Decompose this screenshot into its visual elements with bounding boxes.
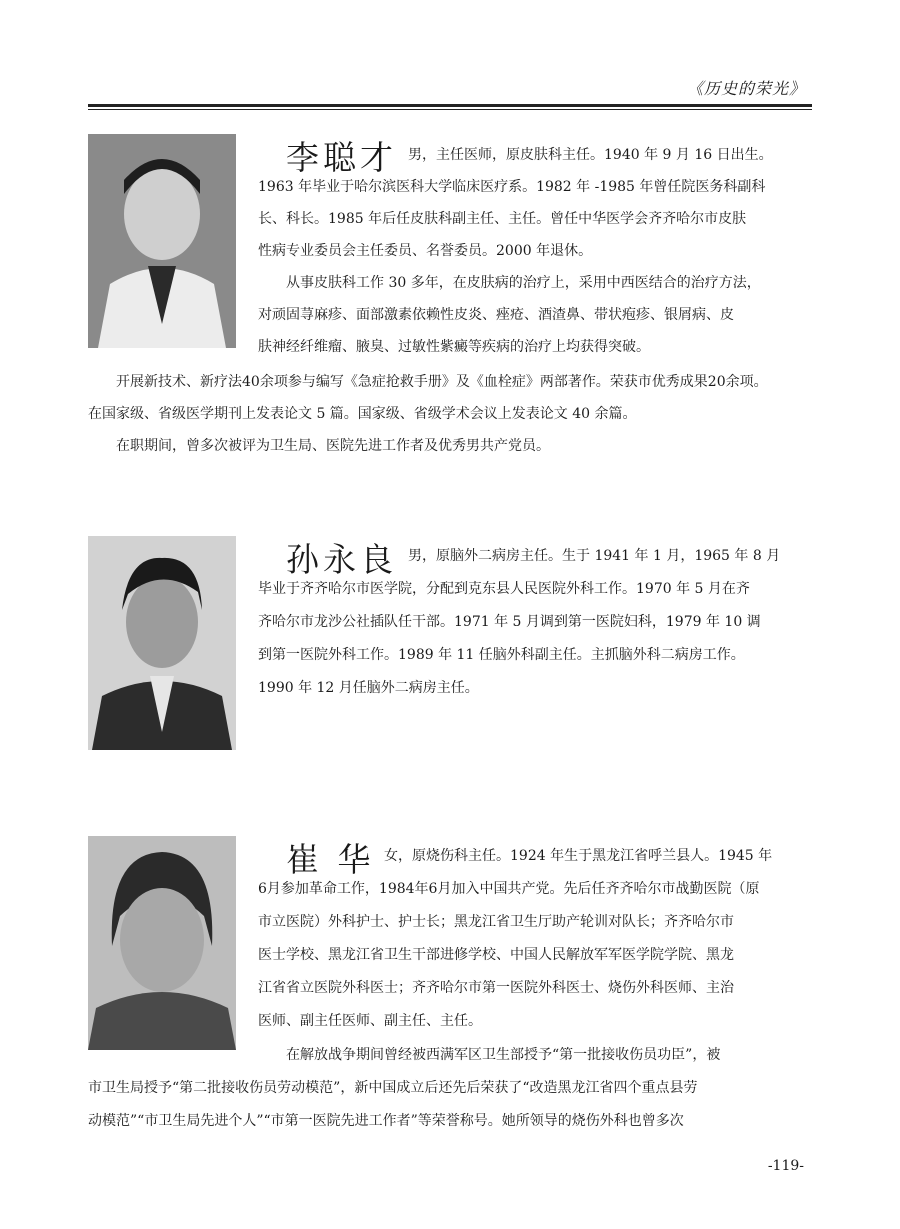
bio-text-line: 到第一医院外科工作。1989 年 11 任脑外科副主任。主抓脑外科二病房工作。 [258, 647, 745, 663]
bio-text-line: 在解放战争期间曾经被西满军区卫生部授予“第一批接收伤员功臣”，被 [286, 1047, 721, 1063]
header-rule-thin [88, 109, 812, 110]
bio-text-line: 男，主任医师，原皮肤科主任。1940 年 9 月 16 日出生。 [408, 147, 773, 163]
bio-text-line: 齐哈尔市龙沙公社插队任干部。1971 年 5 月调到第一医院妇科，1979 年 10 调 [258, 614, 761, 630]
page-number: -119- [767, 1158, 804, 1174]
bio-text-line: 从事皮肤科工作 30 多年，在皮肤病的治疗上，采用中西医结合的治疗方法， [286, 275, 761, 291]
person-name: 李聪才 [286, 138, 397, 177]
header-title: 《历史的荣光》 [686, 79, 806, 98]
bio-text-line: 在国家级、省级医学期刊上发表论文 5 篇。国家级、省级学术会议上发表论文 40 余篇。 [88, 406, 637, 422]
bio-text-line: 6月参加革命工作，1984年6月加入中国共产党。先后任齐齐哈尔市战勤医院（原 [258, 881, 760, 897]
bio-text-line: 开展新技术、新疗法40余项参与编写《急症抢救手册》及《血栓症》两部著作。荣获市优秀成果20余项。 [116, 374, 768, 390]
bio-text-line: 江省省立医院外科医士；齐齐哈尔市第一医院外科医士、烧伤外科医师、主治 [258, 980, 734, 996]
bio-text-line: 肤神经纤维瘤、腋臭、过敏性紫癜等疾病的治疗上均获得突破。 [258, 339, 650, 355]
bio-text-line: 1963 年毕业于哈尔滨医科大学临床医疗系。1982 年 -1985 年曾任院医务科副科 [258, 179, 766, 195]
person-name: 孙永良 [286, 540, 397, 579]
bio-text-line: 男，原脑外二病房主任。生于 1941 年 1 月，1965 年 8 月 [408, 548, 781, 564]
portrait-photo-sun [88, 536, 236, 750]
bio-text-line: 女，原烧伤科主任。1924 年生于黑龙江省呼兰县人。1945 年 [384, 848, 773, 864]
bio-text-line: 医师、副主任医师、副主任、主任。 [258, 1013, 482, 1029]
bio-text-line: 性病专业委员会主任委员、名誉委员。2000 年退休。 [258, 243, 593, 259]
bio-text-line: 市卫生局授予“第二批接收伤员劳动模范”，新中国成立后还先后荣获了“改造黑龙江省四个重点县劳 [88, 1080, 698, 1096]
person-name: 崔 华 [286, 840, 375, 879]
header-rule [88, 104, 812, 107]
bio-text-line: 在职期间，曾多次被评为卫生局、医院先进工作者及优秀男共产党员。 [116, 438, 550, 454]
bio-text-line: 毕业于齐齐哈尔市医学院，分配到克东县人民医院外科工作。1970 年 5 月在齐 [258, 581, 750, 597]
bio-text-line: 医士学校、黑龙江省卫生干部进修学校、中国人民解放军军医学院学院、黑龙 [258, 947, 734, 963]
bio-text-line: 对顽固荨麻疹、面部激素依赖性皮炎、痤疮、酒渣鼻、带状疱疹、银屑病、皮 [258, 307, 734, 323]
bio-text-line: 动模范”“市卫生局先进个人”“市第一医院先进工作者”等荣誉称号。她所领导的烧伤外科也曾多次 [88, 1113, 684, 1129]
portrait-photo-li [88, 134, 236, 348]
portrait-photo-cui [88, 836, 236, 1050]
bio-text-line: 1990 年 12 月任脑外二病房主任。 [258, 680, 479, 696]
bio-text-line: 长、科长。1985 年后任皮肤科副主任、主任。曾任中华医学会齐齐哈尔市皮肤 [258, 211, 747, 227]
bio-text-line: 市立医院）外科护士、护士长；黑龙江省卫生厅助产轮训对队长；齐齐哈尔市 [258, 914, 734, 930]
